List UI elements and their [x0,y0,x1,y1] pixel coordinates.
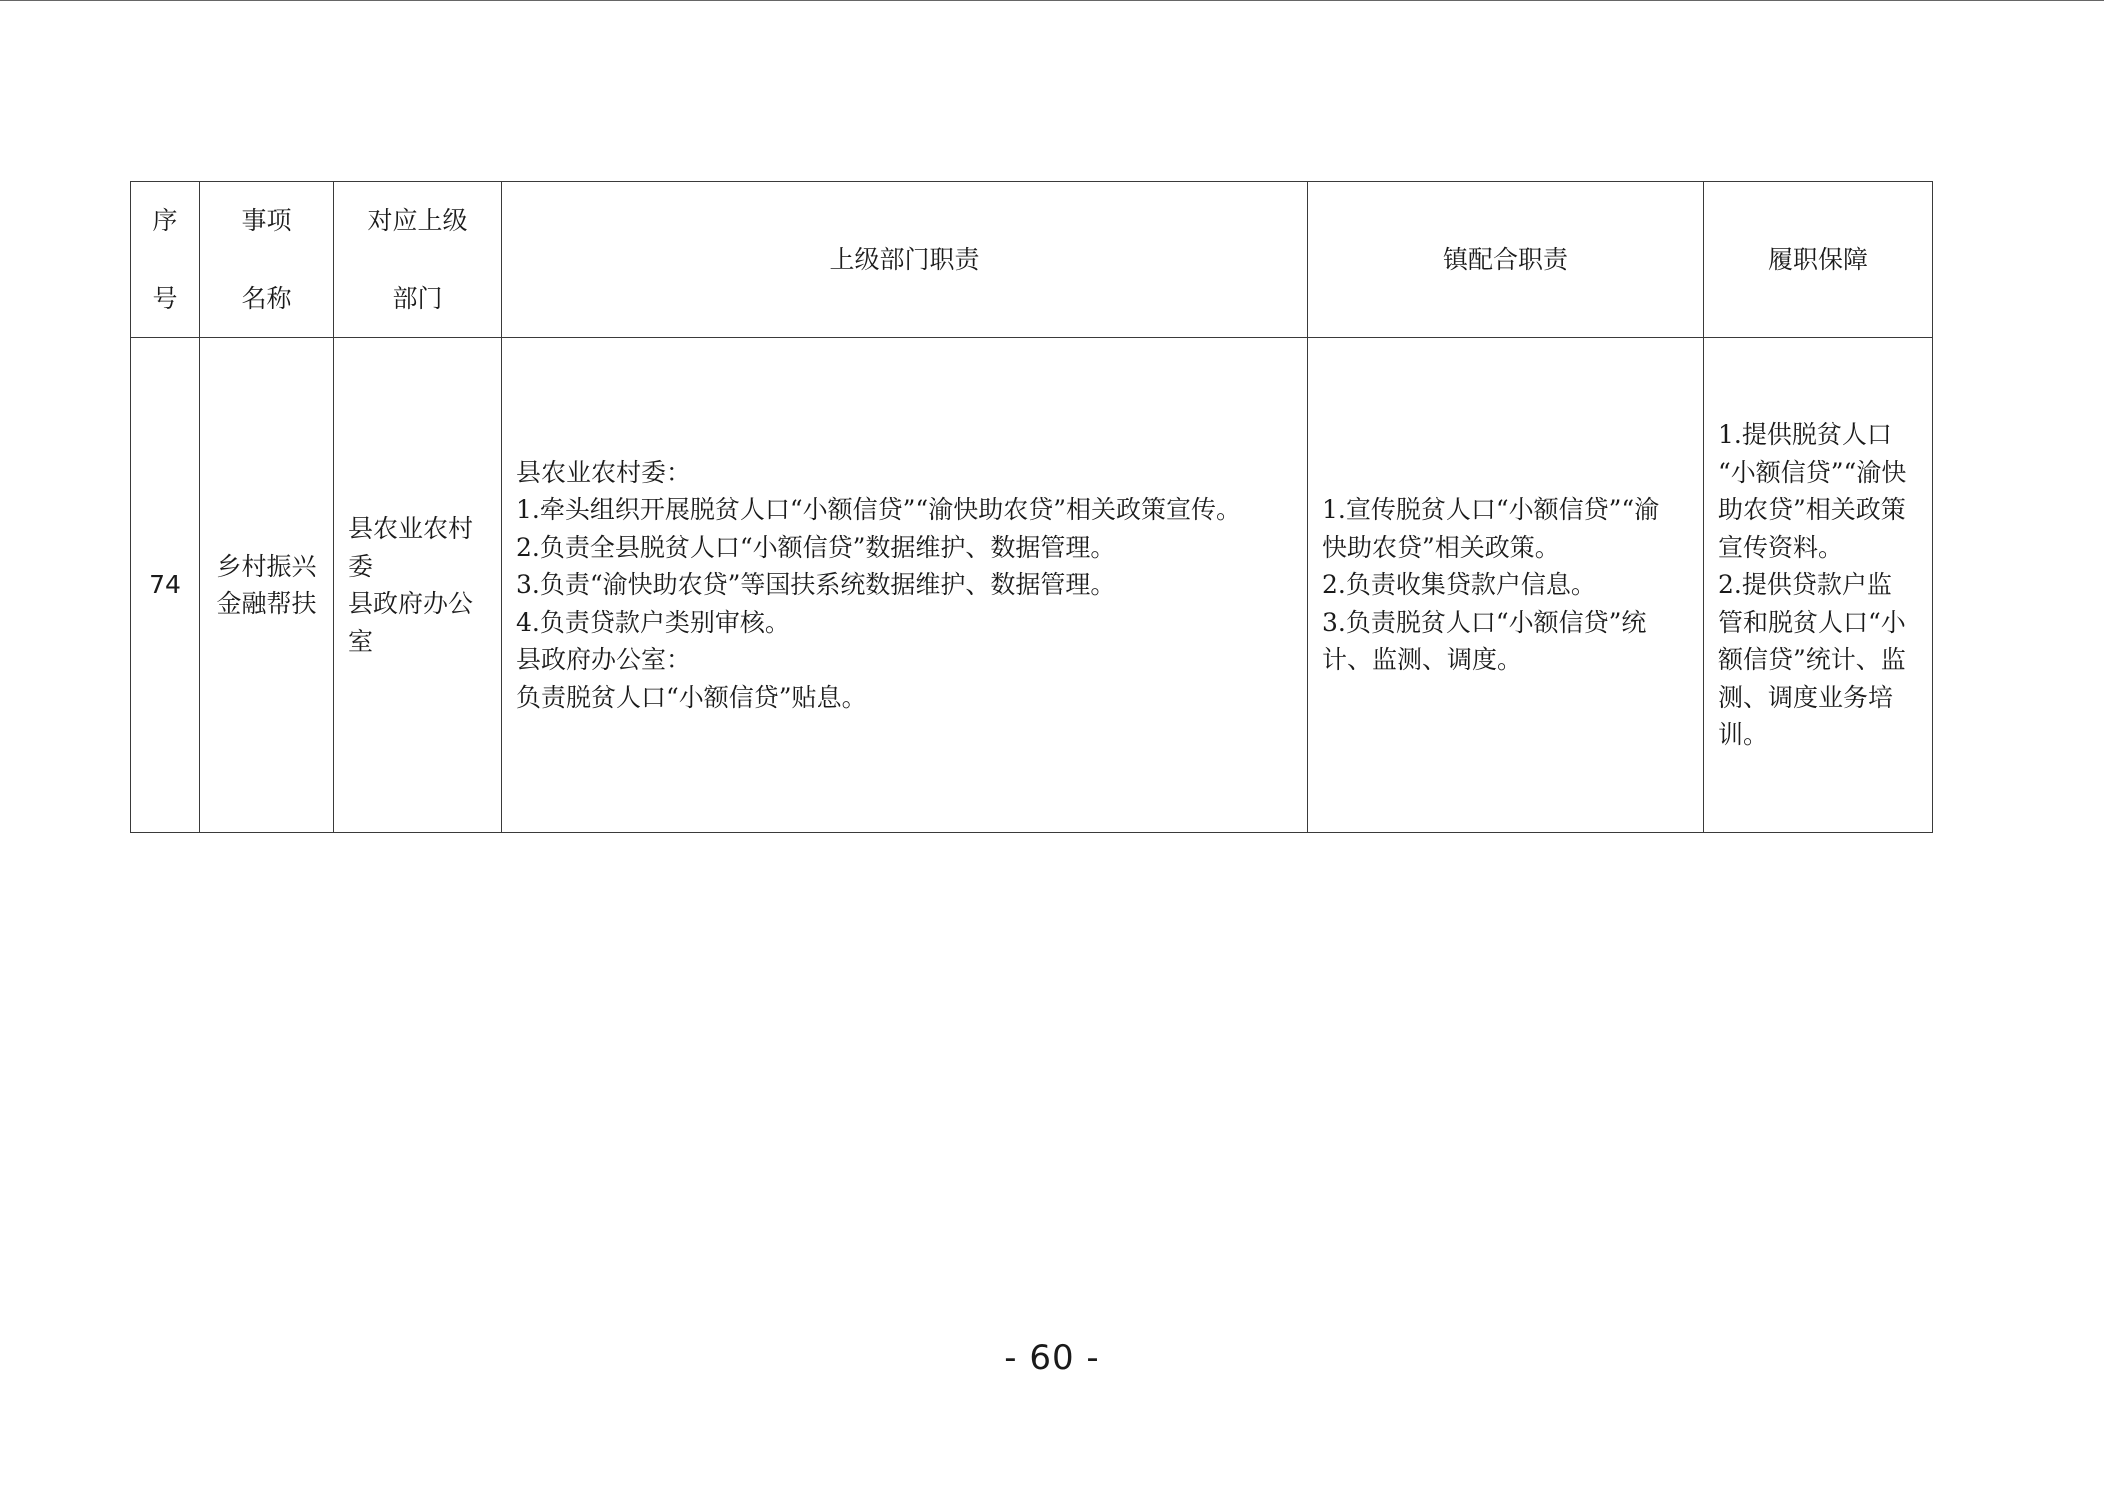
guarantee-line: 训。 [1718,720,1769,750]
town-duty-line: 计、监测、调度。 [1322,645,1523,675]
header-dept-line-1: 对应上级 [367,205,468,235]
upper-duty-line: 2.负责全县脱贫人口“小额信贷”数据维护、数据管理。 [516,532,1116,562]
page-top-rule [0,0,2104,1]
guarantee-line: 额信贷”统计、监 [1718,645,1906,675]
cell-seq: 74 [131,338,200,833]
duty-table [130,181,1933,833]
header-guarantee: 履职保障 [1704,182,1933,338]
table-header-row [131,182,1933,338]
guarantee-line: 1.提供脱贫人口 [1718,420,1892,450]
town-duty-line: 3.负责脱贫人口“小额信贷”统 [1322,607,1647,637]
header-item-line-2: 名称 [241,283,292,313]
header-seq [131,182,200,338]
cell-item [200,338,334,833]
guarantee-line: 2.提供贷款户监 [1718,570,1892,600]
cell-upper-duty [502,338,1308,833]
upper-duty-line: 4.负责贷款户类别审核。 [516,607,790,637]
upper-duty-line: 负责脱贫人口“小额信贷”贴息。 [516,682,867,712]
cell-guarantee [1704,338,1933,833]
cell-item-line: 乡村振兴 [216,551,317,581]
header-item [200,182,334,338]
upper-duty-line: 县政府办公室： [516,645,692,675]
upper-duty-line: 县农业农村委： [516,457,692,487]
cell-dept-line: 县政府办公 [348,589,474,618]
guarantee-line: 管和脱贫人口“小 [1718,607,1906,637]
guarantee-line: 宣传资料。 [1718,532,1844,562]
header-town-duty: 镇配合职责 [1308,182,1704,338]
cell-town-duty [1308,338,1704,833]
guarantee-line: “小额信贷”“渝快 [1718,457,1907,487]
town-duty-line: 2.负责收集贷款户信息。 [1322,570,1596,600]
header-item-line-1: 事项 [241,205,292,235]
header-dept [334,182,502,338]
cell-dept-line: 县农业农村 [348,514,474,543]
table-row [131,338,1933,833]
cell-dept-line: 室 [348,626,374,656]
upper-duty-line: 1.牵头组织开展脱贫人口“小额信贷”“渝快助农贷”相关政策宣传。 [516,495,1241,525]
cell-item-line: 金融帮扶 [216,589,317,618]
cell-dept-line: 委 [348,551,374,581]
cell-dept [334,338,502,833]
header-seq-line-2: 号 [152,283,178,313]
page-number: - 60 - [1004,1338,1100,1378]
guarantee-line: 测、调度业务培 [1718,682,1894,712]
header-dept-line-2: 部门 [392,283,443,313]
upper-duty-line: 3.负责“渝快助农贷”等国扶系统数据维护、数据管理。 [516,570,1116,600]
town-duty-line: 1.宣传脱贫人口“小额信贷”“渝 [1322,495,1660,525]
guarantee-line: 助农贷”相关政策 [1718,495,1906,525]
header-seq-line-1: 序 [152,205,178,235]
town-duty-line: 快助农贷”相关政策。 [1322,532,1560,562]
header-upper-duty: 上级部门职责 [502,182,1308,338]
